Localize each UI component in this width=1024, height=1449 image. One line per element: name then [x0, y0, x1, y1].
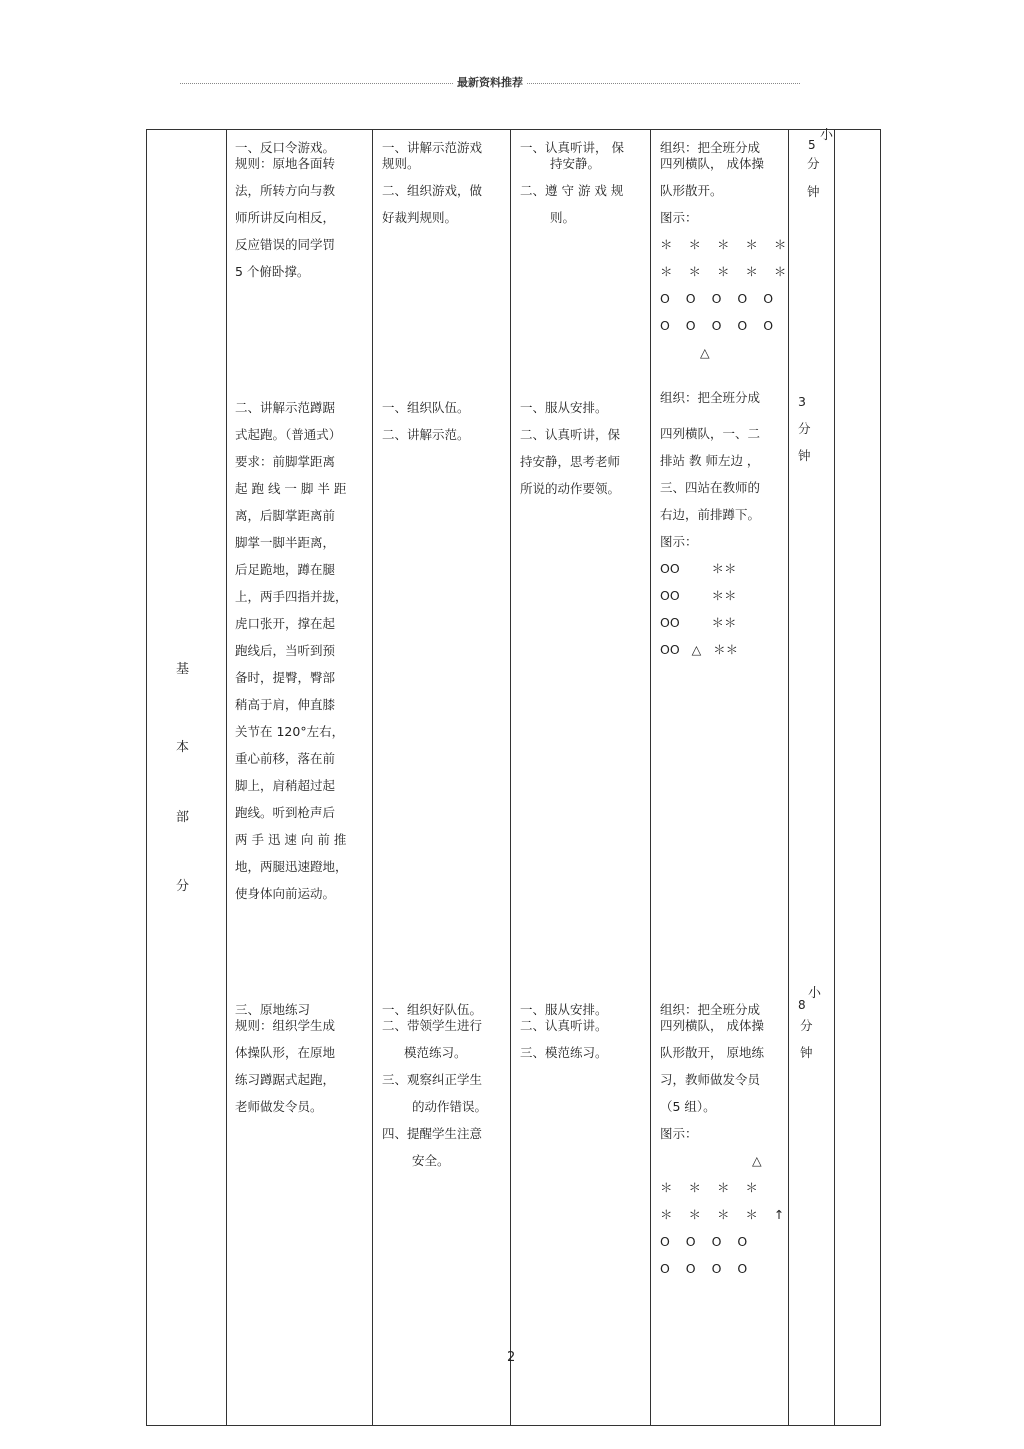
- text-line: 四、提醒学生注意: [382, 1126, 483, 1141]
- row2-teacher: [382, 394, 470, 448]
- col-divider: [372, 129, 373, 1426]
- formation-line: OO ＊＊: [660, 561, 737, 576]
- text-line: 起 跑 线 一 脚 半 距: [235, 481, 347, 496]
- text-line: 一、服从安排。: [520, 400, 608, 415]
- section-label-char: 基: [176, 662, 190, 677]
- header-dots-left: [180, 83, 453, 84]
- time-text: 分: [800, 1018, 813, 1033]
- text-line: 图示：: [660, 210, 698, 225]
- text-line: 二、认真听讲。: [520, 1018, 608, 1033]
- text-line: 的动作错误。: [412, 1099, 488, 1114]
- text-line: 二、组织游戏，做: [382, 183, 483, 198]
- teacher-marker: △: [700, 345, 710, 360]
- time-text: 小: [820, 128, 834, 143]
- section-label-char: 分: [176, 879, 190, 894]
- text-line: 两 手 迅 速 向 前 推: [235, 832, 347, 847]
- text-line: 三、模范练习。: [520, 1045, 608, 1060]
- row1-content: [235, 140, 335, 285]
- formation-line: ＊ ＊ ＊ ＊ ＊: [660, 237, 793, 252]
- text-line: 习，教师做发令员: [660, 1072, 761, 1087]
- row3-organization: [660, 1002, 790, 1282]
- text-line: 反应错误的同学罚: [235, 237, 336, 252]
- text-line: 四列横队， 成体操: [660, 156, 764, 171]
- col-divider: [226, 129, 227, 1426]
- text-line: 一、服从安排。: [520, 1002, 608, 1017]
- text-line: 后足跪地，蹲在腿: [235, 562, 336, 577]
- text-line: 备时，提臀，臀部: [235, 670, 336, 685]
- time-text: 钟: [798, 448, 811, 463]
- text-line: 图示：: [660, 1126, 698, 1141]
- text-line: 一、认真听讲， 保: [520, 140, 624, 155]
- text-line: 一、反口令游戏。: [235, 140, 336, 155]
- page-number: 2: [507, 1350, 516, 1365]
- col-divider: [510, 129, 511, 1426]
- time-text: 钟: [807, 184, 820, 199]
- text-line: 一、讲解示范游戏: [382, 140, 483, 155]
- text-line: 5 个俯卧撑。: [235, 264, 310, 279]
- formation-line: OO ＊＊: [660, 615, 737, 630]
- text-line: 跑线后，当听到预: [235, 643, 336, 658]
- text-line: 体操队形，在原地: [235, 1045, 336, 1060]
- row2-time: [798, 388, 811, 469]
- text-line: 二、带领学生进行: [382, 1018, 483, 1033]
- time-text: 钟: [800, 1045, 813, 1060]
- text-line: 队形散开。: [660, 183, 723, 198]
- formation-line: ＊ ＊ ＊ ＊ ↑: [660, 1207, 791, 1222]
- formation-line: O O O O: [660, 1261, 754, 1276]
- formation-line: O O O O O: [660, 318, 780, 333]
- text-line: 右边，前排蹲下。: [660, 507, 761, 522]
- time-text: 5: [808, 138, 816, 152]
- time-text: 分: [798, 421, 811, 436]
- text-line: 要求：前脚掌距离: [235, 454, 336, 469]
- header-dots-right: [527, 83, 800, 84]
- time-text: 3: [798, 394, 806, 409]
- teacher-marker: △: [752, 1153, 762, 1168]
- time-text: 8: [798, 998, 806, 1012]
- text-line: 虎口张开，撑在起: [235, 616, 336, 631]
- row2-content: [235, 394, 348, 907]
- col-divider: [834, 129, 835, 1426]
- row3-content: [235, 1002, 335, 1120]
- text-line: 离，后脚掌距离前: [235, 508, 336, 523]
- formation-line: OO ＊＊: [660, 588, 737, 603]
- text-line: 老师做发令员。: [235, 1099, 323, 1114]
- time-text: 分: [807, 156, 820, 171]
- text-line: 法，所转方向与教: [235, 183, 336, 198]
- section-label-char: 部: [176, 810, 190, 825]
- text-line: 则。: [550, 210, 576, 225]
- text-line: （5 组）。: [660, 1099, 716, 1114]
- text-line: 脚上，肩稍超过起: [235, 778, 336, 793]
- time-text: 小: [808, 986, 822, 1001]
- text-line: 队形散开， 原地练: [660, 1045, 764, 1060]
- formation-line: O O O O: [660, 1234, 754, 1249]
- formation-line: ＊ ＊ ＊ ＊: [660, 1180, 764, 1195]
- text-line: 脚掌一脚半距离，: [235, 535, 336, 550]
- row3-student: [520, 1002, 608, 1066]
- text-line: 上，两手四指并拢，: [235, 589, 348, 604]
- text-line: 一、组织队伍。: [382, 400, 470, 415]
- text-line: 师所讲反向相反，: [235, 210, 336, 225]
- text-line: 组织：把全班分成: [660, 1002, 761, 1017]
- text-line: 所说的动作要领。: [520, 481, 621, 496]
- text-line: 跑线。听到枪声后: [235, 805, 336, 820]
- text-line: 练习蹲踞式起跑，: [235, 1072, 336, 1087]
- text-line: 重心前移，落在前: [235, 751, 336, 766]
- formation-line: OO △ ＊＊: [660, 642, 739, 657]
- formation-line: O O O O O: [660, 291, 780, 306]
- text-line: 关节在 120°左右，: [235, 724, 345, 739]
- text-line: 三、观察纠正学生: [382, 1072, 483, 1087]
- text-line: 二、遵 守 游 戏 规: [520, 183, 624, 198]
- text-line: 一、组织好队伍。: [382, 1002, 483, 1017]
- text-line: 持安静，思考老师: [520, 454, 621, 469]
- row1-organization: [660, 140, 792, 366]
- formation-line: ＊ ＊ ＊ ＊ ＊: [660, 264, 793, 279]
- row1-student: [520, 140, 624, 231]
- text-line: 组织：把全班分成: [660, 390, 761, 405]
- text-line: 规则：原地各面转: [235, 156, 336, 171]
- col-divider: [650, 129, 651, 1426]
- row1-teacher: [382, 140, 482, 231]
- text-line: 稍高于肩，伸直膝: [235, 697, 336, 712]
- text-line: 三、原地练习: [235, 1002, 311, 1017]
- text-line: 地，两腿迅速蹬地，: [235, 859, 348, 874]
- text-line: 好裁判规则。: [382, 210, 458, 225]
- text-line: 模范练习。: [404, 1045, 467, 1060]
- section-label-char: 本: [176, 740, 190, 755]
- row2-student: [520, 394, 620, 502]
- text-line: 规则。: [382, 156, 420, 171]
- text-line: 排站 教 师左边 ，: [660, 453, 760, 468]
- text-line: 式起跑。（普通式）: [235, 427, 342, 442]
- text-line: 图示：: [660, 534, 698, 549]
- text-line: 使身体向前运动。: [235, 886, 336, 901]
- text-line: 二、讲解示范。: [382, 427, 470, 442]
- text-line: 三、四站在教师的: [660, 480, 761, 495]
- text-line: 规则：组织学生成: [235, 1018, 336, 1033]
- header-title: 最新资料推荐: [457, 76, 523, 89]
- row3-teacher: [382, 1002, 487, 1174]
- text-line: 持安静。: [550, 156, 601, 171]
- text-line: 组织：把全班分成: [660, 140, 761, 155]
- text-line: 四列横队， 成体操: [660, 1018, 764, 1033]
- row2-organization: [660, 384, 760, 663]
- text-line: 四列横队，一、二: [660, 426, 761, 441]
- text-line: 二、讲解示范蹲踞: [235, 400, 336, 415]
- page-header: [180, 74, 800, 90]
- text-line: 二、认真听讲，保: [520, 427, 621, 442]
- text-line: 安全。: [412, 1153, 450, 1168]
